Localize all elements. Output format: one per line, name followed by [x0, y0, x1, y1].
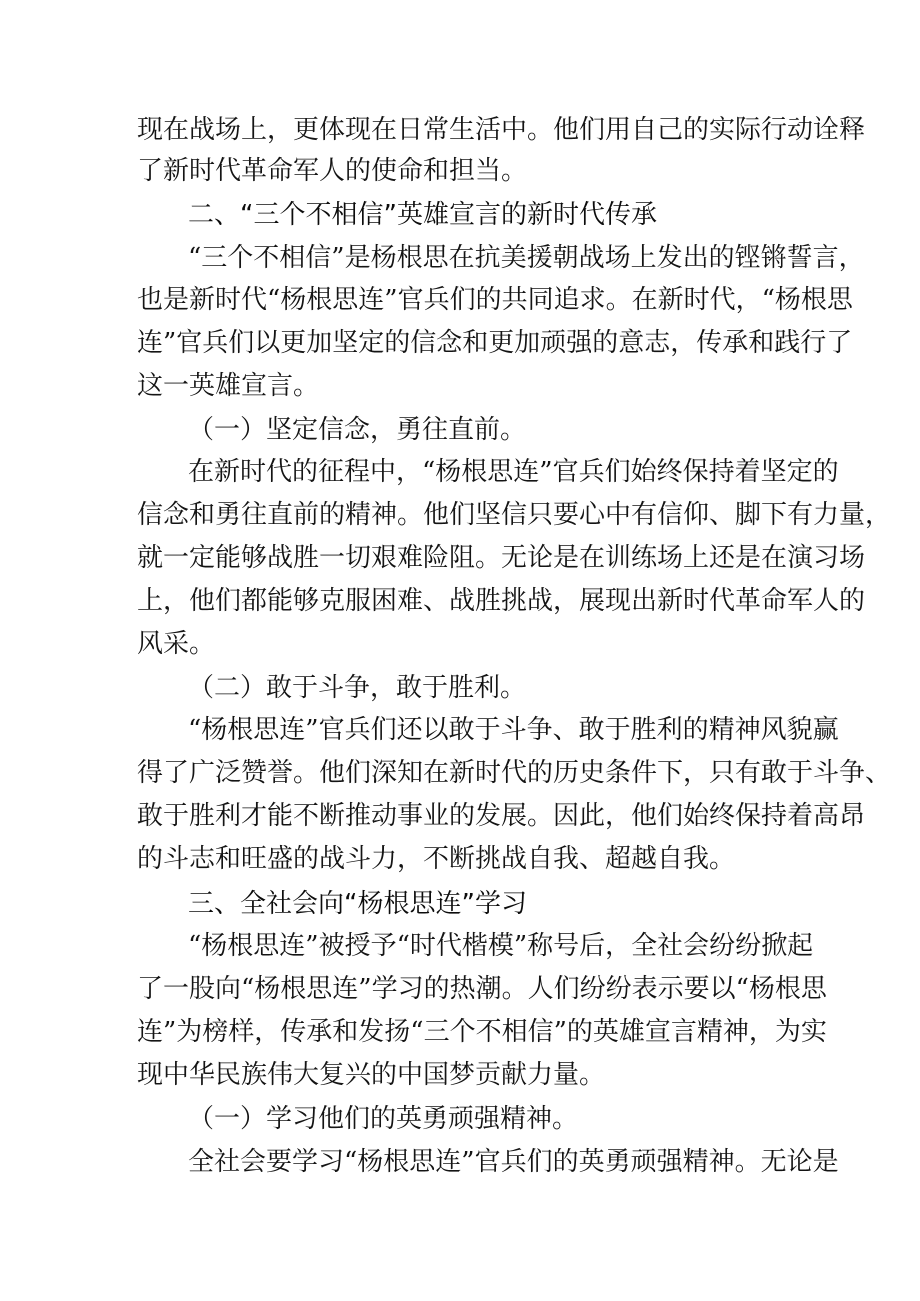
body-text-line: 现在战场上，更体现在日常生活中。他们用自己的实际行动诠释: [137, 115, 866, 145]
body-text-line: 得了广泛赞誉。他们深知在新时代的历史条件下，只有敢于斗争、: [137, 758, 892, 788]
subsection-heading: （一）学习他们的英勇顽强精神。: [188, 1104, 579, 1134]
body-text-line: 现中华民族伟大复兴的中国梦贡献力量。: [137, 1060, 606, 1090]
body-text-line: 在新时代的征程中，“杨根思连”官兵们始终保持着坚定的: [188, 457, 839, 487]
section-heading: 三、全社会向“杨根思连”学习: [188, 889, 527, 919]
body-text-line: “杨根思连”官兵们还以敢于斗争、敢于胜利的精神风貌赢: [188, 715, 839, 745]
body-text-line: 连”为榜样，传承和发扬“三个不相信”的英雄宣言精神，为实: [137, 1017, 827, 1047]
body-text-line: 了一股向“杨根思连”学习的热潮。人们纷纷表示要以“杨根思: [137, 974, 827, 1004]
body-text-line: 连”官兵们以更加坚定的信念和更加顽强的意志，传承和践行了: [137, 328, 853, 358]
body-text-line: 全社会要学习“杨根思连”官兵们的英勇顽强精神。无论是: [188, 1147, 839, 1177]
body-text-line: 的斗志和旺盛的战斗力，不断挑战自我、超越自我。: [137, 844, 736, 874]
body-text-line: 上，他们都能够克服困难、战胜挑战，展现出新时代革命军人的: [137, 586, 866, 616]
body-text-line: 风采。: [137, 629, 216, 659]
section-heading: 二、“三个不相信”英雄宣言的新时代传承: [188, 200, 657, 230]
body-text-line: 敢于胜利才能不断推动事业的发展。因此，他们始终保持着高昂: [137, 801, 866, 831]
body-text-line: “杨根思连”被授予“时代楷模”称号后，全社会纷纷掀起: [188, 931, 814, 961]
subsection-heading: （一）坚定信念，勇往直前。: [188, 415, 527, 445]
subsection-heading: （二）敢于斗争，敢于胜利。: [188, 673, 527, 703]
body-text-line: 这一英雄宣言。: [137, 371, 320, 401]
body-text-line: 信念和勇往直前的精神。他们坚信只要心中有信仰、脚下有力量，: [137, 500, 892, 530]
body-text-line: 了新时代革命军人的使命和担当。: [137, 156, 528, 186]
body-text-line: “三个不相信”是杨根思在抗美援朝战场上发出的铿锵誓言，: [188, 243, 865, 273]
body-text-line: 就一定能够战胜一切艰难险阻。无论是在训练场上还是在演习场: [137, 543, 866, 573]
body-text-line: 也是新时代“杨根思连”官兵们的共同追求。在新时代，“杨根思: [137, 285, 853, 315]
